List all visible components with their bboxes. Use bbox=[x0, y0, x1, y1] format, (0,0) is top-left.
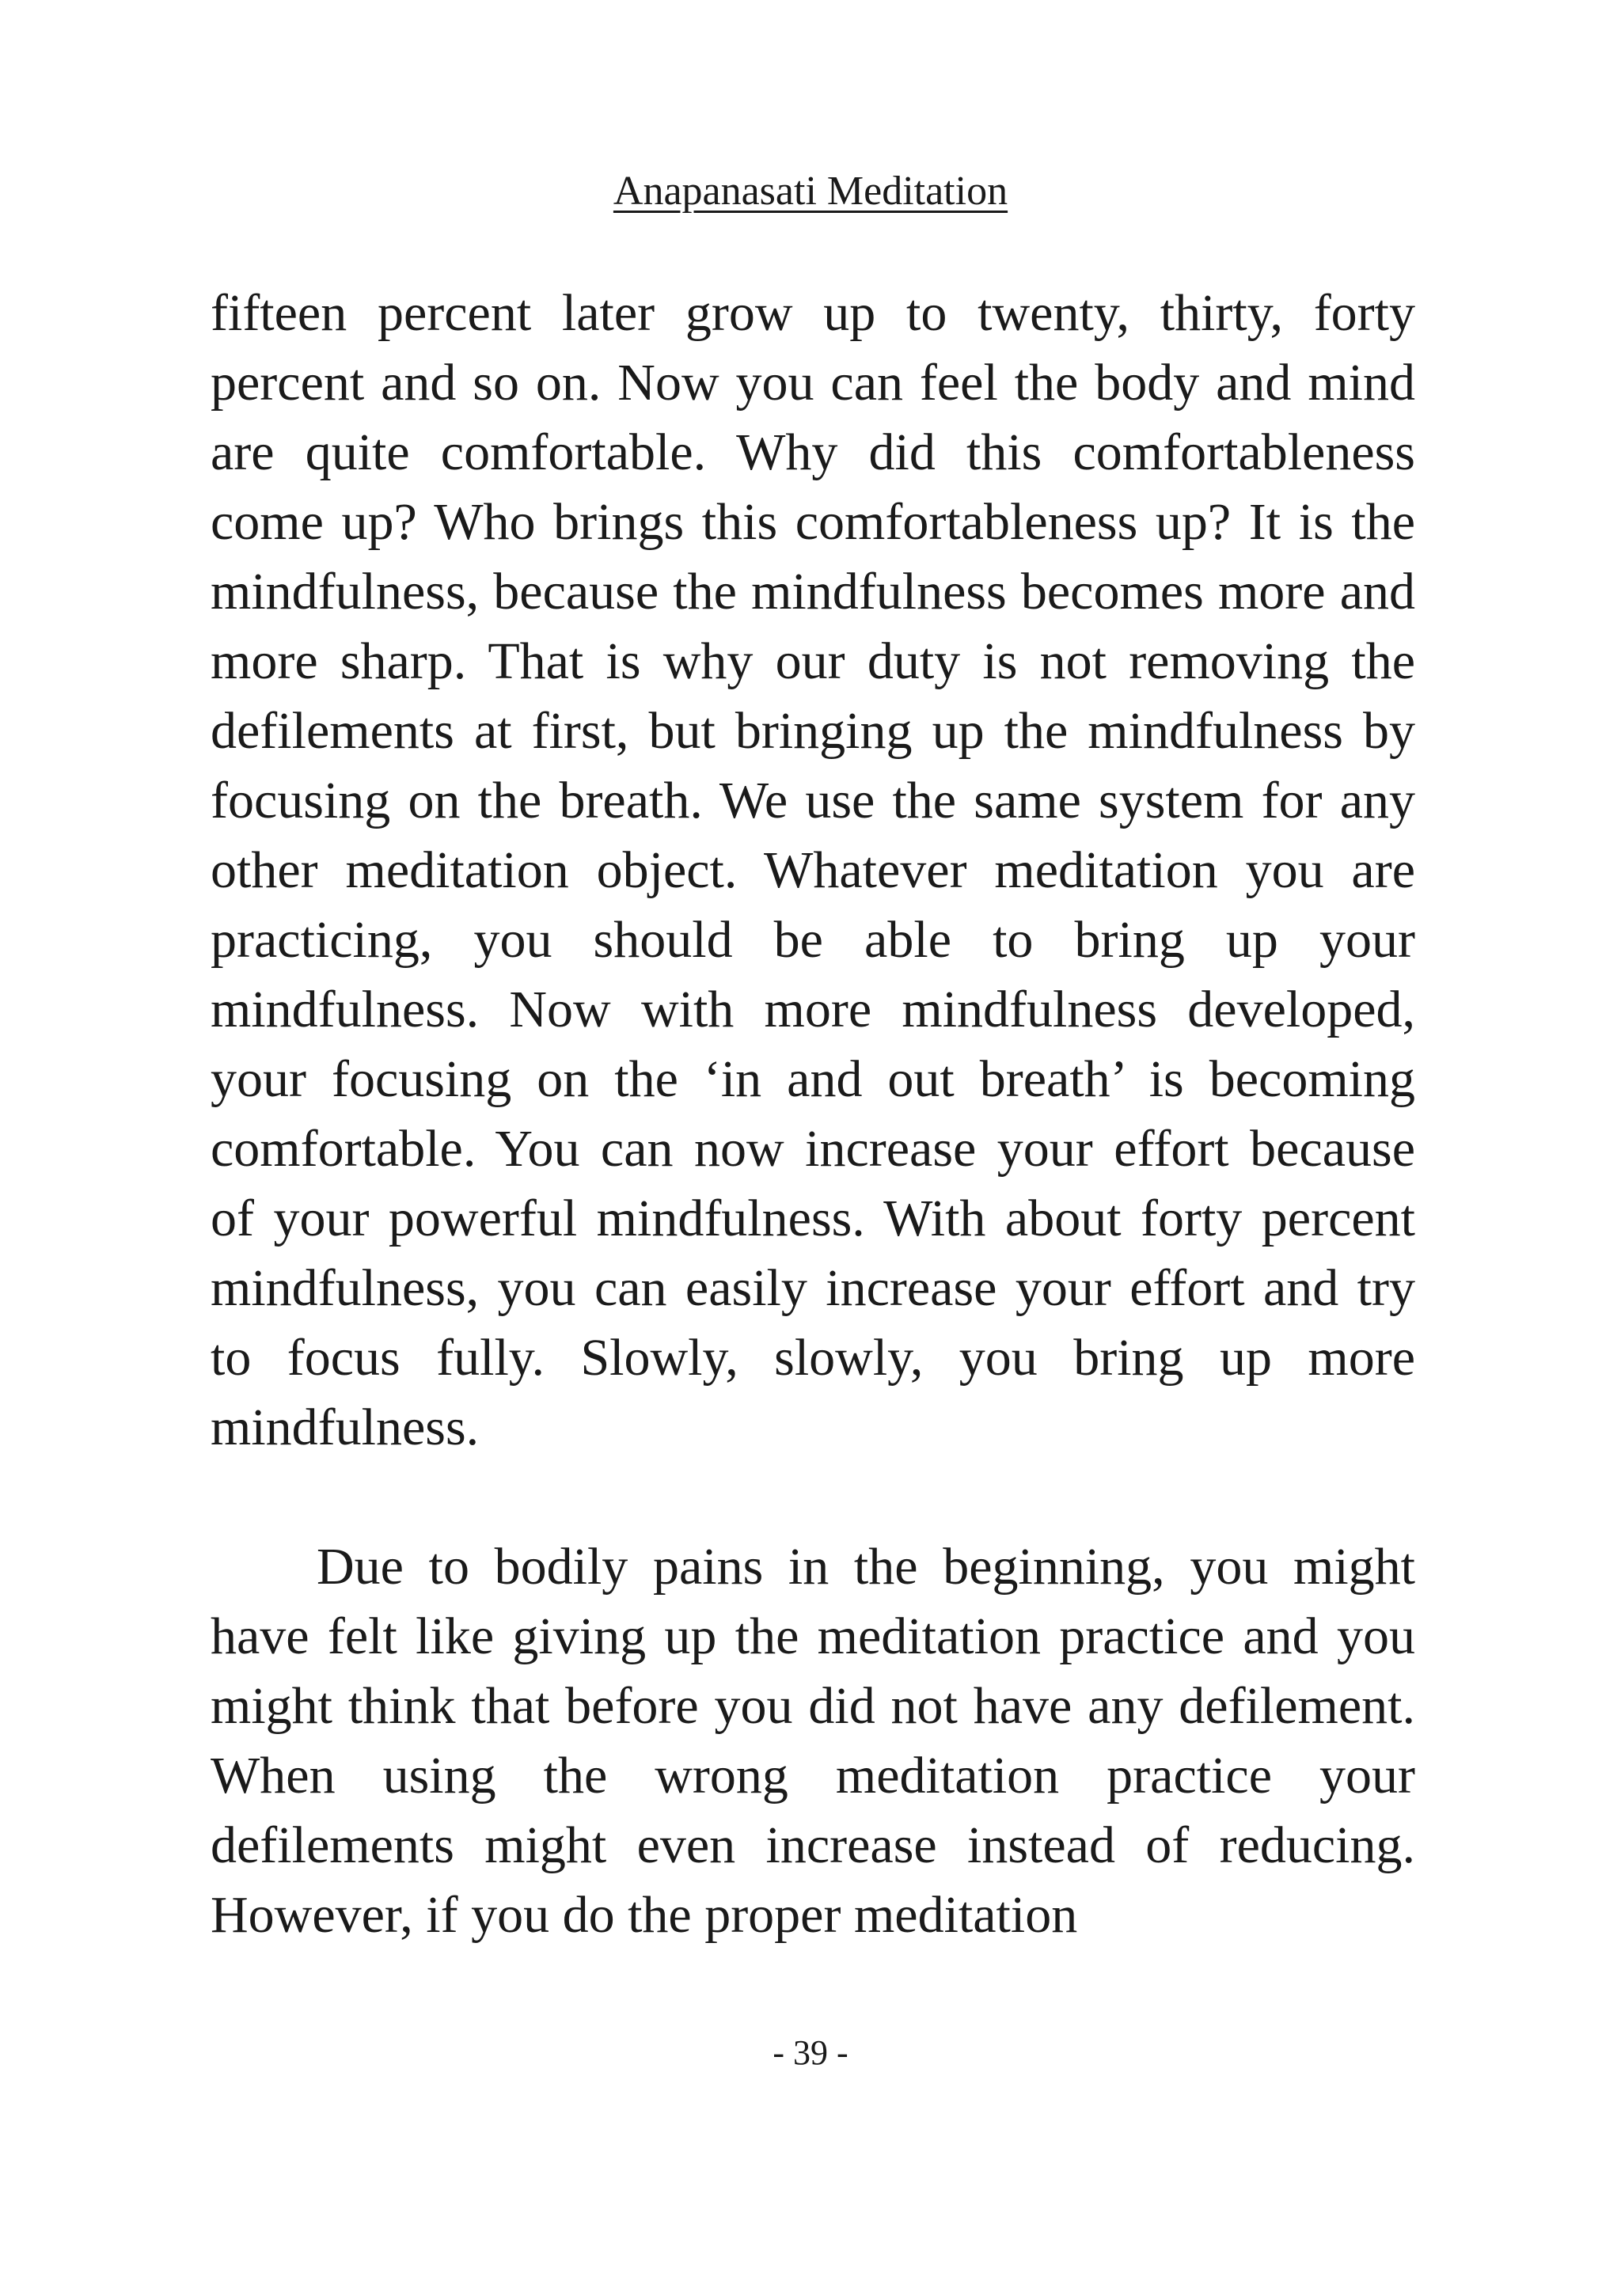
paragraph: Due to bodily pains in the beginning, you might have felt like giving up the meditation practice and you might think that before you did not have any defilement. When using the wrong meditation practice your defilements might even increase instead of reducing. However, if you do the proper meditation bbox=[211, 1538, 1415, 1944]
paragraph: fifteen percent later grow up to twenty, thirty, forty percent and so on. Now you can feel the body and mind are quite comfortable. Why did this comfortableness come up? Who brings this comfortableness up? It is the mindfulness, because the mindfulness becomes more and more sharp. That is why our duty is not removing the defilements at first, but bringing up the mindfulness by focusing on the breath. We use the same system for any other meditation object. Whatever meditation you are practicing, you should be able to bring up your mindfulness. Now with more mindfulness developed, your focusing on the ‘in and out breath’ is becoming comfortable. You can now increase your effort because of your powerful mindfulness. With about forty percent mindfulness, you can easily increase your effort and try to focus fully. Slowly, slowly, you bring up more mindfulness. bbox=[211, 284, 1415, 1456]
page-title: Anapanasati Meditation bbox=[613, 169, 1008, 214]
page-number: - 39 - bbox=[773, 2033, 848, 2072]
body-text bbox=[211, 279, 1415, 1950]
